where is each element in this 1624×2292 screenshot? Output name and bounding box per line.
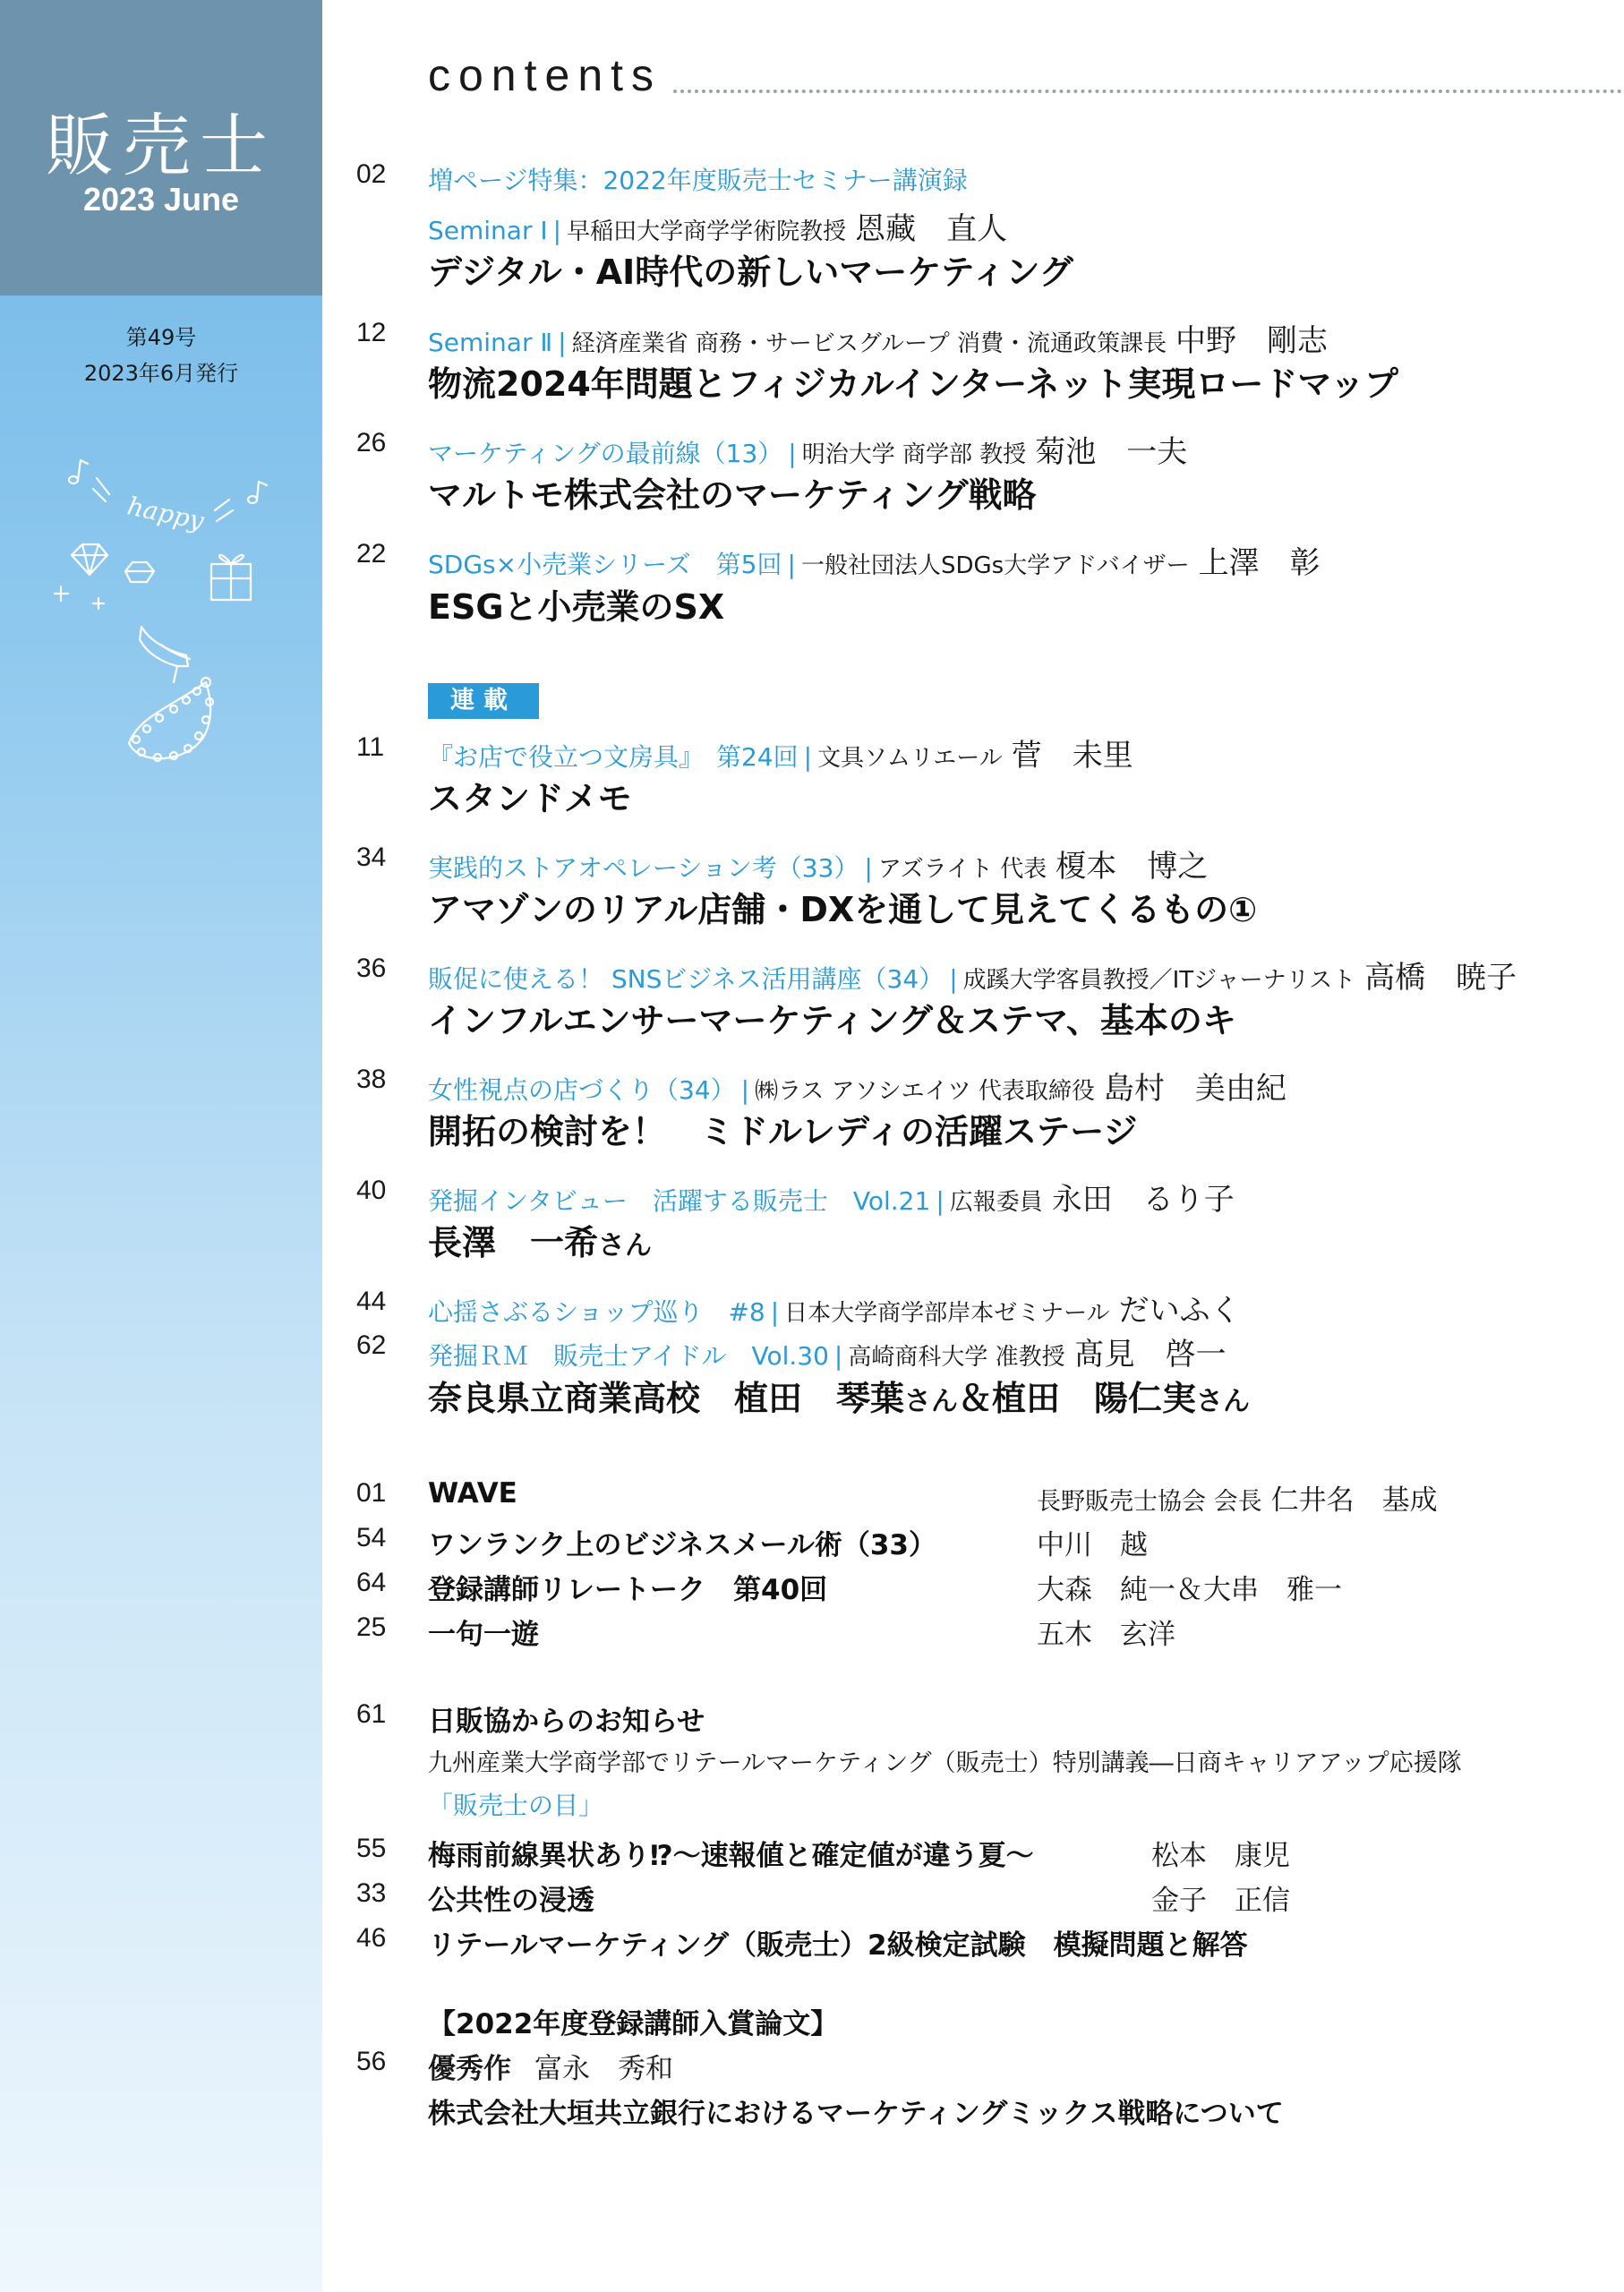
interviewee-name: 長澤 一希 — [428, 1223, 599, 1262]
prize-label: 優秀作 — [428, 2053, 511, 2085]
series-label: 女性視点の店づくり（34） — [428, 1075, 736, 1105]
award-title[interactable]: 株式会社大垣共立銀行におけるマーケティングミックス戦略について — [428, 2098, 1284, 2130]
separator: | — [864, 853, 873, 883]
happy-label: happy — [124, 491, 207, 536]
feature-byline — [428, 427, 1187, 471]
happy-doodle-illustration — [54, 448, 286, 788]
feature-byline — [428, 316, 1328, 360]
column-title[interactable]: 登録講師リレートーク 第40回 — [428, 1574, 828, 1606]
music-note-icon — [248, 482, 267, 503]
column-author — [1037, 1477, 1438, 1518]
notice-item-title[interactable]: 公共性の浸透 — [428, 1885, 594, 1917]
diamond-icon — [72, 544, 107, 575]
author-affiliation: 成蹊大学客員教授／ITジャーナリスト — [962, 967, 1356, 994]
edition-label: 2023 June — [82, 181, 240, 218]
magazine-title: 販売士 — [46, 106, 277, 185]
column-author: 中川 越 — [1037, 1529, 1148, 1561]
series-label: Seminar Ⅰ — [428, 216, 548, 245]
sidebar — [0, 0, 322, 2292]
author-affiliation: 早稲田大学商学学術院教授 — [567, 218, 847, 245]
separator: | — [558, 328, 567, 357]
honorific: さん — [598, 1230, 653, 1261]
article-title[interactable] — [428, 1371, 1250, 1420]
page-number: 40 — [356, 1176, 387, 1205]
notice-title[interactable]: 日販協からのお知らせ — [428, 1706, 705, 1738]
music-note-icon — [69, 460, 88, 483]
feature-byline — [428, 538, 1321, 582]
author-affiliation: ㈱ラス アソシエイツ 代表取締役 — [755, 1078, 1095, 1105]
notice-item-author: 松本 康児 — [1151, 1840, 1290, 1872]
gift-icon — [211, 555, 251, 600]
notice-item-author: 金子 正信 — [1151, 1885, 1290, 1917]
author-affiliation: 日本大学商学部岸本ゼミナール — [784, 1300, 1110, 1327]
series-label: 心揺さぶるショップ巡り #8 — [428, 1297, 765, 1327]
feature-byline — [428, 204, 1007, 248]
separator: | — [787, 550, 796, 579]
series-label: 『お店で役立つ文房具』 第24回 — [428, 742, 799, 772]
series-label: マーケティングの最前線（13） — [428, 439, 783, 468]
column-title[interactable]: WAVE — [428, 1477, 517, 1509]
author-affiliation: 長野販売士協会 会長 — [1037, 1488, 1262, 1516]
eye-label: 「販売士の目」 — [428, 1791, 604, 1820]
serial-badge: 連載 — [428, 683, 539, 719]
notice-item-title[interactable]: 梅雨前線異状あり⁉～速報値と確定値が違う夏～ — [428, 1840, 1034, 1872]
separator: | — [552, 216, 562, 245]
article-title[interactable]: インフルエンサーマーケティング＆ステマ、基本のキ — [428, 1001, 1236, 1040]
separator: | — [949, 964, 958, 994]
separator: | — [803, 742, 813, 772]
serial-byline — [428, 1175, 1235, 1219]
author-name: 高橋 暁子 — [1364, 960, 1517, 996]
article-title[interactable] — [428, 1215, 652, 1264]
author-name: 菊池 一夫 — [1035, 434, 1188, 470]
series-label: 発掘インタビュー 活躍する販売士 Vol.21 — [428, 1186, 931, 1216]
separator: | — [770, 1297, 780, 1327]
issue-number: 第49号 — [125, 325, 197, 350]
page-number: 61 — [356, 1699, 387, 1729]
author-name: 中野 剛志 — [1175, 323, 1329, 359]
series-label: 発掘ＲＭ 販売士アイドル Vol.30 — [428, 1341, 829, 1371]
gem-icon — [125, 562, 154, 582]
idol-name-b: ＆植田 陽仁実 — [958, 1379, 1197, 1418]
honorific: さん — [904, 1386, 959, 1417]
sidebar-header — [0, 0, 322, 295]
article-title[interactable]: スタンドメモ — [428, 779, 632, 818]
page-number: 22 — [356, 539, 387, 569]
serial-byline — [428, 842, 1208, 885]
idol-name-a: 奈良県立商業高校 植田 琴葉 — [428, 1379, 905, 1418]
author-name: 髙見 啓一 — [1073, 1337, 1227, 1373]
author-name: だいふく — [1118, 1293, 1241, 1329]
author-affiliation: 高崎商科大学 准教授 — [848, 1344, 1065, 1371]
feature-heading[interactable] — [428, 161, 968, 197]
author-name: 榎本 博之 — [1056, 849, 1209, 885]
series-label: 実践的ストアオペレーション考（33） — [428, 853, 859, 883]
column-author: 五木 玄洋 — [1037, 1619, 1175, 1651]
page-number: 02 — [356, 159, 387, 189]
page-number: 34 — [356, 842, 387, 872]
series-label: 増ページ特集：2022年度販売士セミナー講演録 — [428, 166, 968, 195]
page-number: 64 — [356, 1568, 387, 1597]
separator: | — [740, 1075, 750, 1105]
author-affiliation: アズライト 代表 — [877, 856, 1047, 883]
page-number: 55 — [356, 1834, 387, 1863]
page-number: 11 — [356, 732, 385, 762]
page-number: 44 — [356, 1287, 387, 1316]
serial-byline[interactable] — [428, 1286, 1241, 1330]
author-name: 仁井名 基成 — [1270, 1484, 1438, 1517]
notice-detail: 九州産業大学商学部でリテールマーケティング（販売士）特別講義―日商キャリアアップ応援隊 — [428, 1749, 1462, 1777]
author-name: 上澤 彰 — [1198, 545, 1321, 581]
dotted-rule — [673, 90, 1622, 93]
serial-byline — [428, 953, 1517, 996]
separator: | — [833, 1341, 843, 1371]
separator: | — [936, 1186, 944, 1216]
serial-byline — [428, 1064, 1286, 1108]
author-name: 永田 るり子 — [1051, 1182, 1235, 1218]
author-name: 島村 美由紀 — [1103, 1071, 1286, 1107]
award-byline — [428, 2046, 673, 2086]
author-name: 恩藏 直人 — [855, 211, 1008, 247]
article-title[interactable]: アマゾンのリアル店舗・DXを通して見えてくるもの① — [428, 890, 1258, 929]
page-number: 62 — [356, 1330, 387, 1360]
author-affiliation: 文具ソムリエール — [817, 745, 1003, 772]
separator: | — [788, 439, 797, 468]
serial-byline — [428, 731, 1133, 774]
sparkle-icon — [54, 586, 104, 609]
honorific: さん — [1196, 1386, 1251, 1417]
series-label: SDGs×小売業シリーズ 第5回 — [428, 550, 782, 579]
necklace-icon — [129, 678, 213, 761]
author-affiliation: 経済産業省 商務・サービスグループ 消費・流通政策課長 — [571, 330, 1167, 357]
author-name: 富永 秀和 — [534, 2053, 673, 2085]
page-number: 33 — [356, 1878, 387, 1908]
page-number: 36 — [356, 954, 387, 983]
notice-item-title[interactable]: リテールマーケティング（販売士）2級検定試験 模擬問題と解答 — [428, 1929, 1248, 1962]
author-affiliation: 広報委員 — [949, 1189, 1043, 1216]
author-affiliation: 明治大学 商学部 教授 — [801, 441, 1027, 468]
page-number: 38 — [356, 1065, 387, 1094]
serial-byline — [428, 1330, 1227, 1373]
contents-heading: contents — [428, 50, 662, 100]
series-label: Seminar Ⅱ — [428, 328, 553, 357]
article-title[interactable]: ESGと小売業のSX — [428, 587, 725, 627]
award-heading: 【2022年度登録講師入賞論文】 — [428, 2008, 839, 2040]
article-title[interactable]: 開拓の検討を！ ミドルレディの活躍ステージ — [428, 1112, 1138, 1151]
page-number: 54 — [356, 1523, 387, 1552]
issue-date: 2023年6月発行 — [83, 361, 239, 386]
page-number: 46 — [356, 1923, 387, 1953]
shoe-icon — [140, 627, 190, 682]
page-number: 01 — [356, 1478, 387, 1508]
page-number: 25 — [356, 1612, 387, 1642]
author-affiliation: 一般社団法人SDGs大学アドバイザー — [800, 552, 1190, 579]
column-title[interactable]: 一句一遊 — [428, 1619, 539, 1651]
page-number: 26 — [356, 428, 387, 458]
article-title[interactable]: 物流2024年問題とフィジカルインターネット実現ロードマップ — [428, 364, 1398, 404]
page-number: 56 — [356, 2047, 387, 2076]
article-title[interactable]: マルトモ株式会社のマーケティング戦略 — [428, 475, 1037, 515]
page-number: 12 — [356, 318, 387, 347]
author-name: 菅 未里 — [1011, 738, 1133, 774]
series-label: 販促に使える！ SNSビジネス活用講座（34） — [428, 964, 944, 994]
column-title[interactable]: ワンランク上のビジネスメール術（33） — [428, 1529, 936, 1561]
column-author: 大森 純一＆大串 雅一 — [1037, 1574, 1342, 1606]
article-title[interactable]: デジタル・AI時代の新しいマーケティング — [428, 252, 1073, 292]
